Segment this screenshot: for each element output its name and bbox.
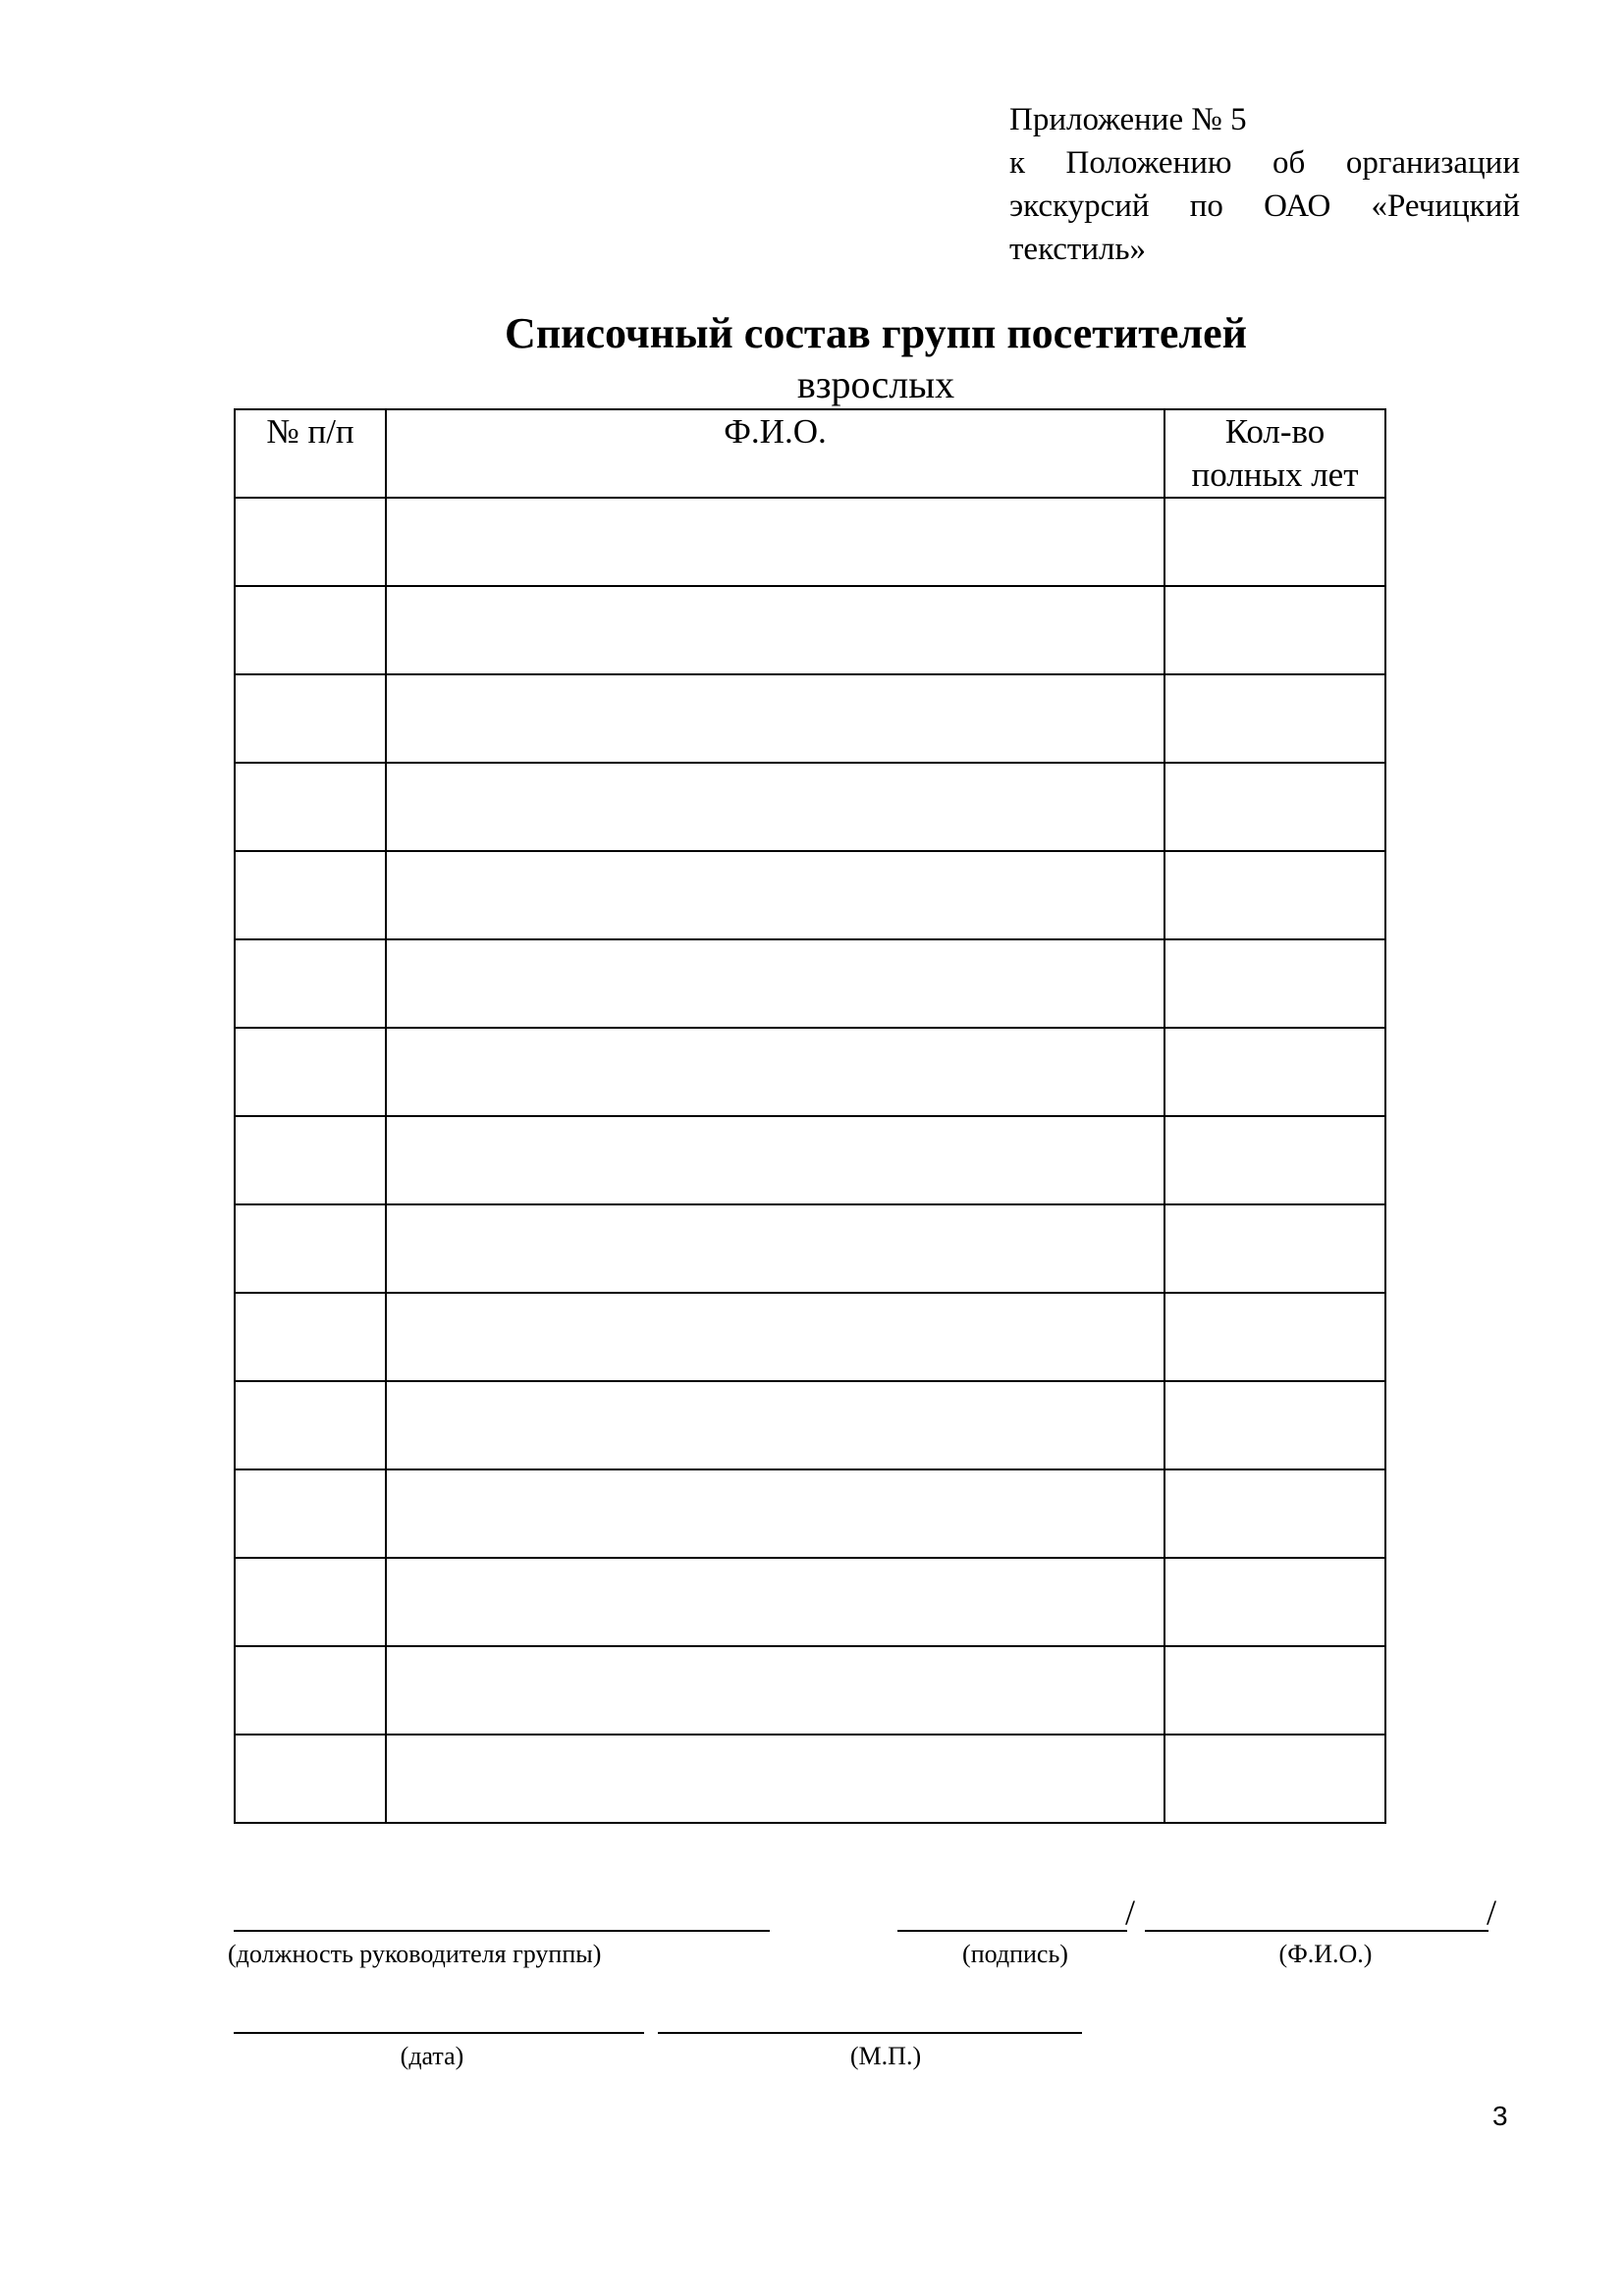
appendix-reference: к Положению об организации экскурсий по ОАО «Речицкий текстиль» bbox=[1009, 145, 1520, 267]
cell-name[interactable] bbox=[386, 1028, 1164, 1116]
cell-age[interactable] bbox=[1164, 1116, 1385, 1204]
table-row bbox=[235, 1204, 1385, 1293]
cell-name[interactable] bbox=[386, 1116, 1164, 1204]
cell-age[interactable] bbox=[1164, 1293, 1385, 1381]
cell-number[interactable] bbox=[235, 1646, 386, 1735]
cell-age[interactable] bbox=[1164, 1381, 1385, 1469]
signature-line[interactable] bbox=[897, 1930, 1127, 1932]
cell-age[interactable] bbox=[1164, 1646, 1385, 1735]
table-row bbox=[235, 763, 1385, 851]
date-caption: (дата) bbox=[400, 2042, 464, 2070]
page-subtitle: взрослых bbox=[796, 362, 955, 406]
table-row bbox=[235, 1558, 1385, 1646]
cell-age[interactable] bbox=[1164, 1735, 1385, 1823]
table-body bbox=[235, 498, 1385, 1823]
stamp-caption: (М.П.) bbox=[849, 2042, 922, 2070]
cell-age[interactable] bbox=[1164, 1469, 1385, 1558]
appendix-number: Приложение № 5 bbox=[1009, 102, 1247, 137]
cell-age[interactable] bbox=[1164, 939, 1385, 1028]
name-line[interactable] bbox=[1145, 1930, 1489, 1932]
table-row bbox=[235, 1646, 1385, 1735]
appendix-header bbox=[1009, 98, 1520, 271]
cell-age[interactable] bbox=[1164, 851, 1385, 939]
cell-name[interactable] bbox=[386, 674, 1164, 763]
visitors-table bbox=[234, 408, 1386, 1824]
cell-age[interactable] bbox=[1164, 586, 1385, 674]
name-slash: / bbox=[1487, 1893, 1497, 1932]
date-line[interactable] bbox=[234, 2032, 644, 2034]
cell-number[interactable] bbox=[235, 1293, 386, 1381]
table-row bbox=[235, 674, 1385, 763]
cell-number[interactable] bbox=[235, 1116, 386, 1204]
position-line[interactable] bbox=[234, 1930, 770, 1932]
cell-name[interactable] bbox=[386, 763, 1164, 851]
page-title: Списочный состав групп посетителей bbox=[505, 309, 1247, 357]
cell-number[interactable] bbox=[235, 851, 386, 939]
stamp-line[interactable] bbox=[658, 2032, 1082, 2034]
cell-name[interactable] bbox=[386, 1469, 1164, 1558]
table-row bbox=[235, 1116, 1385, 1204]
cell-name[interactable] bbox=[386, 498, 1164, 586]
cell-number[interactable] bbox=[235, 939, 386, 1028]
cell-number[interactable] bbox=[235, 1381, 386, 1469]
column-header-age: Кол-во полных лет bbox=[1164, 409, 1385, 498]
table-row bbox=[235, 1293, 1385, 1381]
table-row bbox=[235, 498, 1385, 586]
page-number: 3 bbox=[1492, 2101, 1508, 2131]
table-header-row bbox=[235, 409, 1385, 498]
position-caption: (должность руководителя группы) bbox=[228, 1940, 602, 1968]
cell-name[interactable] bbox=[386, 1646, 1164, 1735]
cell-number[interactable] bbox=[235, 674, 386, 763]
cell-name[interactable] bbox=[386, 1381, 1164, 1469]
table-row bbox=[235, 1469, 1385, 1558]
cell-age[interactable] bbox=[1164, 1204, 1385, 1293]
table-row bbox=[235, 1381, 1385, 1469]
cell-number[interactable] bbox=[235, 1028, 386, 1116]
column-header-name: Ф.И.О. bbox=[386, 409, 1164, 498]
cell-number[interactable] bbox=[235, 1558, 386, 1646]
cell-age[interactable] bbox=[1164, 1028, 1385, 1116]
cell-age[interactable] bbox=[1164, 1558, 1385, 1646]
cell-number[interactable] bbox=[235, 1469, 386, 1558]
table-row bbox=[235, 939, 1385, 1028]
cell-number[interactable] bbox=[235, 1735, 386, 1823]
column-header-number: № п/п bbox=[235, 409, 386, 498]
cell-name[interactable] bbox=[386, 1735, 1164, 1823]
cell-name[interactable] bbox=[386, 586, 1164, 674]
table-row bbox=[235, 586, 1385, 674]
cell-age[interactable] bbox=[1164, 498, 1385, 586]
cell-name[interactable] bbox=[386, 939, 1164, 1028]
signature-caption: (подпись) bbox=[962, 1940, 1068, 1968]
table-row bbox=[235, 1028, 1385, 1116]
cell-number[interactable] bbox=[235, 586, 386, 674]
cell-name[interactable] bbox=[386, 1293, 1164, 1381]
cell-number[interactable] bbox=[235, 1204, 386, 1293]
cell-name[interactable] bbox=[386, 1204, 1164, 1293]
cell-name[interactable] bbox=[386, 851, 1164, 939]
cell-number[interactable] bbox=[235, 763, 386, 851]
cell-age[interactable] bbox=[1164, 674, 1385, 763]
table-row bbox=[235, 1735, 1385, 1823]
table-row bbox=[235, 851, 1385, 939]
cell-number[interactable] bbox=[235, 498, 386, 586]
signature-slash: / bbox=[1125, 1893, 1136, 1932]
cell-name[interactable] bbox=[386, 1558, 1164, 1646]
cell-age[interactable] bbox=[1164, 763, 1385, 851]
name-caption: (Ф.И.О.) bbox=[1278, 1940, 1373, 1968]
